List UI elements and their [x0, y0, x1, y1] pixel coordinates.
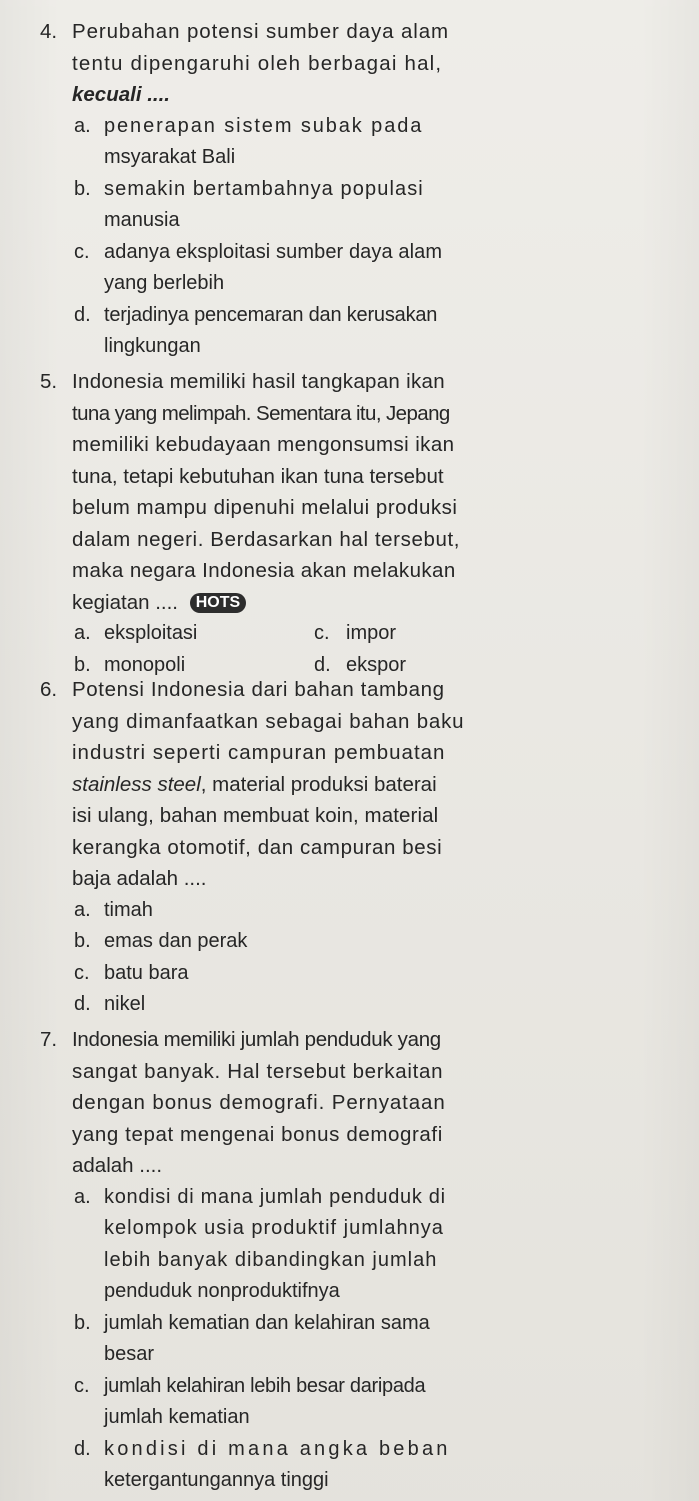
question-6-stem-line — [40, 769, 680, 801]
question-7-option-a-cont: penduduk nonproduktifnya — [104, 1280, 340, 1302]
option-label: d. — [314, 653, 331, 676]
question-4-stem-line — [40, 79, 680, 111]
question-7-stem-line — [40, 1150, 680, 1182]
option-label: b. — [74, 1311, 91, 1334]
question-7-stem-line — [40, 1024, 680, 1056]
question-6-option-b — [40, 926, 680, 958]
option-label: a. — [74, 898, 91, 921]
question-5-text: tuna yang melimpah. Sementara itu, Jepang — [72, 401, 450, 425]
question-7-option-b-cont: besar — [104, 1343, 155, 1365]
question-4-text-2: tentu dipengaruhi oleh berbagai hal, — [72, 51, 443, 75]
option-text: jumlah kelahiran lebih besar daripada — [104, 1374, 426, 1397]
question-4-option-d-cont: lingkungan — [104, 335, 201, 357]
question-5 — [40, 366, 680, 681]
option-label: c. — [74, 240, 90, 263]
question-6-text: industri seperti campuran pembuatan — [72, 741, 446, 764]
question-7-option-d — [40, 1434, 680, 1466]
question-7-option-c — [40, 1371, 680, 1403]
question-7-option-b — [40, 1308, 680, 1340]
question-5-stem-line — [40, 524, 680, 556]
option-label: c. — [74, 961, 90, 984]
question-4-option-b-cont: manusia — [104, 209, 180, 231]
question-6-option-a — [40, 895, 680, 927]
option-text: nikel — [104, 993, 146, 1015]
option-label: b. — [74, 177, 91, 200]
question-7-stem-line — [40, 1056, 680, 1088]
question-4-option-a-cont: msyarakat Bali — [104, 146, 236, 168]
question-4-stem-line — [40, 16, 680, 48]
option-text: emas dan perak — [104, 930, 248, 952]
option-text: monopoli — [104, 653, 186, 676]
question-4-text-1: Perubahan potensi sumber daya alam — [72, 20, 450, 43]
option-label: b. — [74, 653, 91, 676]
option-label: a. — [74, 622, 91, 644]
option-text: kondisi di mana angka beban — [104, 1437, 451, 1460]
option-text: ekspor — [346, 653, 407, 676]
question-4 — [40, 16, 680, 363]
question-5-text: kegiatan .... — [72, 590, 178, 614]
question-6-number: 6. — [40, 678, 58, 701]
question-4-text-3: kecuali .... — [72, 83, 170, 106]
question-5-stem-line — [40, 492, 680, 524]
question-6-text: Potensi Indonesia dari bahan tambang — [72, 678, 445, 701]
option-label: b. — [74, 930, 91, 952]
option-label: a. — [74, 114, 91, 137]
question-6-stem-line — [40, 863, 680, 895]
question-6-option-d — [40, 989, 680, 1021]
question-5-text: maka negara Indonesia akan melakukan — [72, 559, 456, 582]
question-5-stem-line — [40, 461, 680, 493]
option-text: eksploitasi — [104, 622, 198, 644]
question-4-option-d — [40, 300, 680, 332]
question-5-text: belum mampu dipenuhi melalui produksi — [72, 496, 458, 519]
option-text: penerapan sistem subak pada — [104, 114, 424, 137]
hots-badge: HOTS — [190, 593, 246, 613]
question-7-option-a-cont: lebih banyak dibandingkan jumlah — [104, 1248, 438, 1271]
option-text: semakin bertambahnya populasi — [104, 177, 424, 200]
question-5-stem-line — [40, 555, 680, 587]
option-text: kondisi di mana jumlah penduduk di — [104, 1185, 446, 1208]
question-7-text: sangat banyak. Hal tersebut berkaitan — [72, 1059, 444, 1083]
question-5-text: tuna, tetapi kebutuhan ikan tuna tersebut — [72, 464, 444, 488]
question-6 — [40, 674, 680, 1021]
question-4-option-b — [40, 174, 680, 206]
question-6-stem-line — [40, 674, 680, 706]
question-6-text: , material produksi baterai — [200, 772, 437, 796]
question-5-stem-line — [40, 398, 680, 430]
question-6-stem-line — [40, 832, 680, 864]
question-5-stem-line — [40, 587, 680, 619]
option-text: adanya eksploitasi sumber daya alam — [104, 240, 443, 263]
question-7-option-a — [40, 1182, 680, 1214]
question-7-stem-line — [40, 1087, 680, 1119]
question-5-stem-line — [40, 366, 680, 398]
option-text: impor — [346, 622, 397, 644]
option-label: d. — [74, 1437, 91, 1460]
question-7-option-d-cont: ketergantungannya tinggi — [104, 1469, 329, 1491]
question-6-stem-line — [40, 706, 680, 738]
option-label: c. — [74, 1374, 90, 1397]
question-4-option-c-cont: yang berlebih — [104, 272, 225, 294]
option-text: batu bara — [104, 961, 189, 984]
option-text: jumlah kematian dan kelahiran sama — [104, 1311, 430, 1334]
question-5-number: 5. — [40, 370, 58, 393]
option-label: a. — [74, 1185, 91, 1208]
question-5-stem-line — [40, 429, 680, 461]
question-4-number: 4. — [40, 20, 58, 43]
question-7-text: yang tepat mengenai bonus demografi — [72, 1122, 443, 1146]
question-4-option-c — [40, 237, 680, 269]
question-7 — [40, 1024, 680, 1497]
question-6-text: isi ulang, bahan membuat koin, material — [72, 804, 439, 827]
question-7-option-a-cont: kelompok usia produktif jumlahnya — [104, 1217, 444, 1239]
option-label: d. — [74, 303, 91, 326]
option-text: terjadinya pencemaran dan kerusakan — [104, 303, 438, 326]
question-7-text: adalah .... — [72, 1154, 163, 1177]
question-5-text: Indonesia memiliki hasil tangkapan ikan — [72, 370, 445, 393]
question-7-option-c-cont: jumlah kematian — [104, 1406, 250, 1428]
question-7-text: dengan bonus demografi. Pernyataan — [72, 1091, 446, 1114]
option-label: d. — [74, 993, 91, 1015]
question-7-stem-line — [40, 1119, 680, 1151]
question-7-text: Indonesia memiliki jumlah penduduk yang — [72, 1028, 441, 1051]
question-6-stem-line — [40, 737, 680, 769]
question-7-number: 7. — [40, 1028, 58, 1051]
question-4-stem-line — [40, 48, 680, 80]
option-label: c. — [314, 622, 330, 644]
question-4-option-a — [40, 111, 680, 143]
question-5-options-row-1 — [40, 618, 680, 650]
question-6-stem-line — [40, 800, 680, 832]
question-5-text: dalam negeri. Berdasarkan hal tersebut, — [72, 527, 461, 551]
question-6-text-italic: stainless steel — [72, 772, 201, 796]
question-6-option-c — [40, 958, 680, 990]
question-6-text: kerangka otomotif, dan campuran besi — [72, 835, 443, 859]
option-text: timah — [104, 898, 153, 921]
question-6-text: yang dimanfaatkan sebagai bahan baku — [72, 709, 465, 733]
question-5-text: memiliki kebudayaan mengonsumsi ikan — [72, 433, 455, 456]
question-6-text: baja adalah .... — [72, 867, 207, 890]
